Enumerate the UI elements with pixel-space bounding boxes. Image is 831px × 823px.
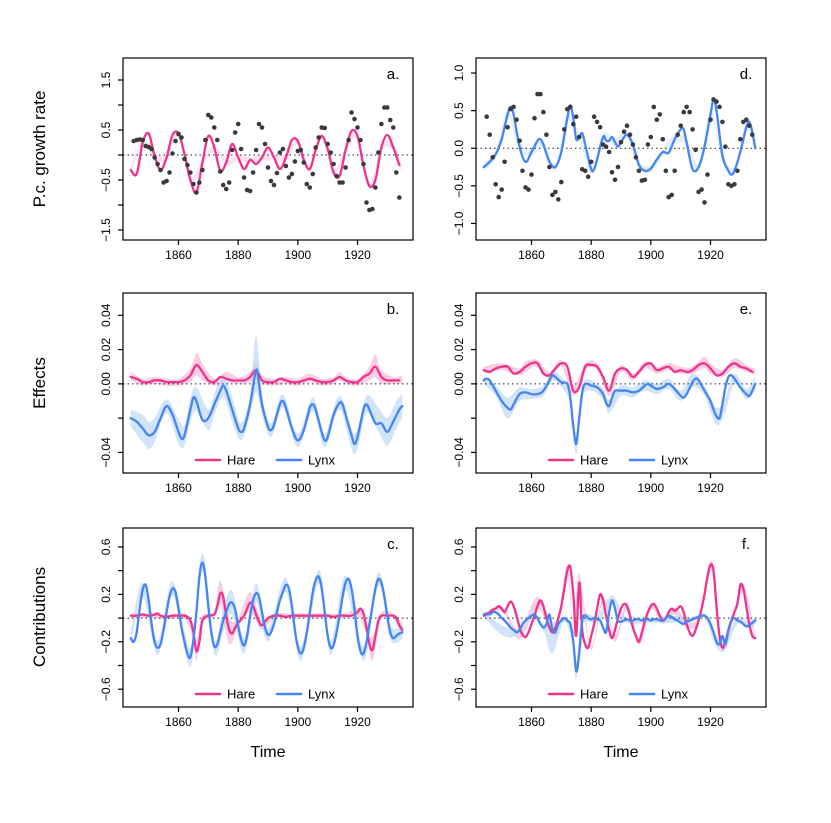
data-point [643,178,648,183]
data-point [732,182,737,187]
legend-label-hare: Hare [580,452,609,468]
x-tick-label: 1860 [518,248,545,262]
data-point [649,135,654,140]
y-tick-label: 1.0 [452,64,466,82]
data-point [699,187,704,192]
data-point [723,144,728,149]
panel-a [99,58,413,262]
data-point [693,148,698,153]
legend-label-hare: Hare [580,686,609,702]
x-axis-label-time-left: Time [250,744,286,761]
data-point [376,150,381,155]
panel-b-plot-area [123,336,413,454]
data-point [616,165,621,170]
data-point [720,120,725,125]
panel-f-plot-area [476,560,766,680]
data-point [221,183,226,188]
y-tick-label: −0.04 [99,437,113,468]
panel-a-plot-area [123,105,413,212]
x-tick-label: 1920 [697,248,724,262]
data-point [313,145,318,150]
data-point [358,138,363,143]
y-tick-label: −0.2 [99,629,113,654]
data-point [595,120,600,125]
data-point [212,125,217,130]
data-point [669,193,674,198]
legend-label-lynx: Lynx [661,686,688,702]
data-point [607,150,612,155]
y-tick-label: −0.5 [99,168,113,192]
x-tick-label: 1880 [577,248,605,262]
panel-d [452,58,766,262]
panel-letter: b. [386,301,400,318]
x-tick-label: 1860 [518,715,545,729]
data-point [750,132,755,137]
data-point [738,137,743,142]
data-point [556,197,561,202]
y-tick-label: 1.5 [99,71,113,89]
data-point [598,125,603,130]
y-tick-label: 0.5 [452,102,466,119]
x-tick-label: 1860 [518,481,545,495]
data-point [744,117,749,122]
y-axis-label-effects: Effects [30,357,49,409]
data-point [568,105,573,110]
y-tick-label: 0.6 [99,538,113,556]
data-point [331,162,336,167]
data-point [735,169,740,174]
data-point [299,148,304,153]
x-tick-label: 1900 [637,715,665,729]
data-point [625,123,630,128]
data-point [571,122,576,127]
data-point [511,105,516,110]
data-point [293,159,298,164]
x-tick-label: 1920 [697,715,724,729]
data-point [275,171,280,176]
data-point [577,135,582,140]
y-axis-label-contributions: Contributions [30,566,49,668]
data-point [678,123,683,128]
panel-e-plot-area [476,356,766,454]
data-point [505,125,510,130]
data-point [203,138,208,143]
data-point [655,117,660,122]
x-tick-label: 1920 [697,481,724,495]
legend-label-hare: Hare [227,452,256,468]
y-tick-label: 0.2 [452,586,466,603]
y-tick-label: −0.6 [99,677,113,702]
data-point [613,178,618,183]
data-point [278,150,283,155]
data-point [140,138,145,143]
data-point [490,155,495,160]
x-tick-label: 1920 [344,715,371,729]
data-point [379,122,384,127]
y-tick-label: 0.5 [99,121,113,139]
data-point [179,135,184,140]
data-point [702,200,707,205]
plot-box [476,528,766,707]
data-point [194,190,199,195]
x-tick-label: 1880 [224,715,252,729]
data-point [239,147,244,152]
data-point [690,127,695,132]
y-tick-label: 0.04 [99,303,113,327]
panel-f [452,528,766,729]
data-point [619,140,624,145]
data-point [185,163,190,168]
lynx-effect-band [131,336,403,454]
data-point [334,174,339,179]
x-tick-label: 1880 [577,715,605,729]
data-point [520,169,525,174]
data-point [254,148,259,153]
x-tick-label: 1860 [165,248,192,262]
x-tick-label: 1880 [577,481,605,495]
data-point [266,165,271,170]
panel-letter: f. [741,536,751,553]
data-point [284,164,289,169]
data-point [622,129,627,134]
panel-c [99,528,413,729]
panel-letter: e. [739,301,753,318]
y-tick-label: 0.6 [452,538,466,556]
data-point [646,142,651,147]
panel-c-plot-area [123,553,413,667]
data-point [173,139,178,144]
data-point [272,183,277,188]
data-point [200,168,205,173]
data-point [308,185,313,190]
data-point [391,125,396,130]
x-tick-label: 1900 [284,715,312,729]
data-point [493,182,498,187]
y-tick-label: −1.0 [452,211,466,236]
data-point [346,138,351,143]
y-tick-label: −0.04 [452,437,466,468]
data-point [717,105,722,110]
data-point [322,126,327,131]
lynx-effect-line [484,375,756,444]
data-point [209,115,214,120]
data-point [586,175,591,180]
x-tick-label: 1860 [165,715,192,729]
y-axis-label-growth-rate: P.c. growth rate [30,90,49,208]
data-point [305,182,310,187]
x-tick-label: 1900 [284,248,312,262]
data-point [224,187,229,192]
data-point [484,114,489,119]
data-point [269,179,274,184]
data-point [496,195,501,200]
data-point [610,170,615,175]
data-point [361,162,366,167]
data-point [373,185,378,190]
panel-e [452,293,766,495]
data-point [589,160,594,165]
data-point [652,105,657,110]
data-point [352,117,357,122]
data-point [487,132,492,137]
y-tick-label: 0.02 [99,337,113,362]
x-tick-label: 1860 [165,481,192,495]
x-tick-label: 1880 [224,248,252,262]
data-point [385,105,390,110]
data-point [559,180,564,185]
data-point [658,112,663,117]
data-point [574,114,579,119]
data-point [562,127,567,132]
data-point [355,125,360,130]
data-point [343,165,348,170]
data-point [218,169,223,174]
data-point [230,148,235,153]
y-tick-label: 0.00 [99,372,113,396]
data-point [260,125,265,130]
data-point [675,132,680,137]
y-tick-label: 0.00 [452,372,466,396]
data-point [394,170,399,175]
data-point [233,130,238,135]
data-point [152,155,157,160]
data-point [538,92,543,97]
data-point [197,180,202,185]
data-point [316,135,321,140]
data-point [215,138,220,143]
legend-label-lynx: Lynx [308,452,335,468]
plot-box [123,58,413,240]
x-tick-label: 1900 [284,481,312,495]
y-tick-label: −0.6 [452,677,466,702]
data-point [681,110,686,115]
x-axis-label-time-right: Time [603,744,639,761]
data-point [687,110,692,115]
legend-label-lynx: Lynx [308,686,335,702]
y-tick-label: 0.0 [452,139,466,157]
panel-letter: a. [386,66,400,83]
data-point [628,132,633,137]
data-point [714,99,719,104]
data-point [532,116,537,121]
data-point [634,155,639,160]
data-point [370,207,375,212]
data-point [188,170,193,175]
y-tick-label: −1.5 [99,218,113,242]
data-point [340,180,345,185]
data-point [155,162,160,167]
data-point [553,190,558,195]
legend-label-hare: Hare [227,686,256,702]
panel-d-plot-area [476,92,766,205]
data-point [251,170,256,175]
data-point [167,170,172,175]
x-tick-label: 1920 [344,248,371,262]
data-point [263,142,268,147]
data-point [158,168,163,173]
data-point [397,195,402,200]
y-tick-label: −0.2 [452,629,466,654]
y-tick-label: 0.04 [452,303,466,327]
data-point [302,160,307,165]
data-point [149,147,154,152]
data-point [176,132,181,137]
data-point [242,175,247,180]
data-point [541,110,546,115]
data-point [325,142,330,147]
data-point [637,169,642,174]
panel-b [99,293,413,495]
panel-letter: c. [387,536,399,553]
data-point [672,169,677,174]
x-tick-label: 1880 [224,481,252,495]
data-point [364,200,369,205]
data-point [311,172,316,177]
data-point [705,172,710,177]
data-point [388,118,393,123]
data-point [191,182,196,187]
x-tick-label: 1900 [637,248,665,262]
data-point [514,117,519,122]
data-point [547,165,552,170]
data-point [604,144,609,149]
data-point [182,157,187,162]
data-point [583,169,588,174]
data-point [236,122,241,127]
y-tick-label: −0.5 [452,173,466,198]
data-point [661,137,666,142]
plot-box [476,293,766,473]
data-point [257,122,262,127]
data-point [248,189,253,194]
data-point [747,123,752,128]
data-point [544,132,549,137]
data-point [328,150,333,155]
data-point [281,147,286,152]
data-point [664,169,669,174]
data-point [499,187,504,192]
data-point [227,180,232,185]
data-point [526,187,531,192]
x-tick-label: 1920 [344,481,371,495]
data-point [349,110,354,115]
data-point [170,151,175,156]
data-point [684,105,689,110]
data-point [164,179,169,184]
y-tick-label: 0.2 [99,586,113,603]
x-tick-label: 1900 [637,481,665,495]
data-point [287,175,292,180]
panel-letter: d. [739,66,753,83]
data-point [529,172,534,177]
data-point [708,117,713,122]
y-tick-label: 0.02 [452,337,466,362]
data-point [631,142,636,147]
data-point [592,114,597,119]
data-point [502,160,507,165]
data-point [517,138,522,143]
legend-label-lynx: Lynx [661,452,688,468]
data-point [290,172,295,177]
